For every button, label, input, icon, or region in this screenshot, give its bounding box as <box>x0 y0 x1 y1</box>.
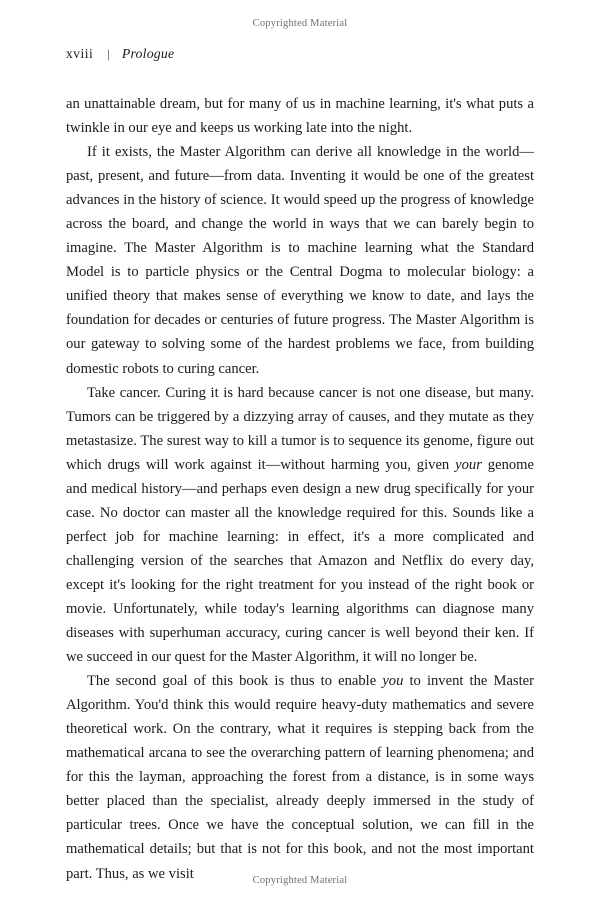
running-head <box>66 46 534 62</box>
page-number: xviii <box>66 46 94 61</box>
paragraph: an unattainable dream, but for many of us in machine learning, it's what puts a twinkle in our eye and keeps us working late into the night. <box>66 96 534 137</box>
copyright-watermark-bottom: Copyrighted Material <box>252 875 348 886</box>
copyright-watermark-top: Copyrighted Material <box>252 18 348 29</box>
running-head-separator: | <box>107 46 110 61</box>
paragraph: Take cancer. Curing it is hard because cancer is not one disease, but many. Tumors can be triggered by a dizzying array of causes, and they mutate as they metastasize. The surest way to kill a tumor is to sequence its genome, figure out which drugs will work against it—without harming you, given your genome and medical history—and perhaps even design a new drug specifically for your case. No doctor can master all the knowledge required for this. Sounds like a perfect job for machine learning: in effect, it's a more complicated and challenging version of the searches that Amazon and Netflix do every day, except it's looking for the right treatment for you instead of the right book or movie. Unfortunately, while today's learning algorithms can diagnose many diseases with superhuman accuracy, curing cancer is well beyond their ken. If we succeed in our quest for the Master Algorithm, it will no longer be. <box>66 384 534 666</box>
paragraph: If it exists, the Master Algorithm can derive all knowledge in the world—past, present, and future—from data. Inventing it would be one of the greatest advances in the history of science. It would speed up the progress of knowledge across the board, and change the world in ways that we can barely begin to imagine. The Master Algorithm is to machine learning what the Standard Model is to particle physics or the Central Dogma to molecular biology: a unified theory that makes sense of everything we know to date, and lays the foundation for decades or centuries of future progress. The Master Algorithm is our gateway to solving some of the hardest problems we face, from building domestic robots to curing cancer. <box>66 144 534 377</box>
body-text <box>66 92 534 886</box>
paragraph: The second goal of this book is thus to enable you to invent the Master Algorithm. You'd think this would require heavy-duty mathematics and severe theoretical work. On the contrary, what it requires is stepping back from the mathematical arcana to see the overarching pattern of learning phenomena; and for this the layman, approaching the forest from a distance, is in some ways better placed than the specialist, already deeply immersed in the study of particular trees. Once we have the conceptual solution, we can fill in the mathematical details; but that is not for this book, and not the most important part. Thus, as we visit <box>66 673 534 882</box>
chapter-title: Prologue <box>121 46 175 61</box>
